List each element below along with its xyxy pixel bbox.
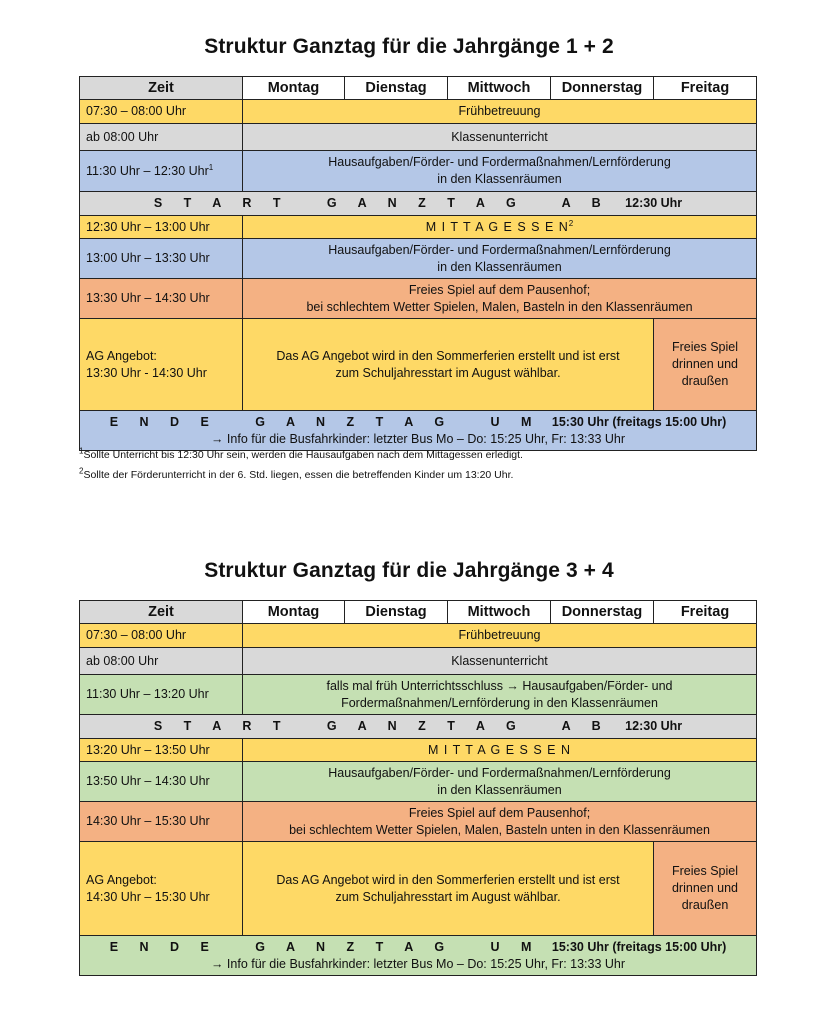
activity-cell (243, 151, 757, 192)
header-montag: Montag (243, 601, 345, 624)
footnote-2 (79, 466, 514, 481)
time-text: 11:30 Uhr – 12:30 Uhr (86, 163, 209, 178)
ag-row (80, 319, 757, 411)
friday-line: draußen (681, 374, 729, 388)
table-row (80, 279, 757, 319)
activity-cell: Klassenunterricht (243, 648, 757, 675)
ag-label: AG Angebot: (86, 348, 157, 363)
end-label: E N D E G A N Z T A G U M (109, 414, 541, 429)
table-row (80, 762, 757, 802)
friday-line: Freies Spiel (672, 864, 738, 878)
activity-cell: Frühbetreuung (243, 100, 757, 124)
start-time: 12:30 Uhr (625, 719, 683, 733)
bus-info: → Info für die Busfahrkinder: letzter Bus Mo – Do: 15:25 Uhr, Fr: 13:33 Uhr (210, 956, 626, 971)
end-row (80, 411, 757, 451)
time-cell (80, 151, 243, 192)
ag-cell (243, 319, 654, 411)
table-row (80, 239, 757, 279)
ag-time: 14:30 Uhr – 15:30 Uhr (86, 889, 210, 904)
lunch-label: M I T T A G E S S E N (425, 219, 569, 234)
activity-line: Freies Spiel auf dem Pausenhof; (408, 282, 591, 297)
header-donnerstag: Donnerstag (551, 77, 654, 100)
activity-cell: Frühbetreuung (243, 624, 757, 648)
time-cell (80, 319, 243, 411)
activity-line: falls mal früh Unterrichtsschluss → Hausaufgaben/Förder- und (326, 678, 673, 693)
start-label: S T A R T G A N Z T A G A B (153, 719, 610, 733)
table-row (80, 675, 757, 715)
footnote-number: 2 (79, 466, 84, 476)
time-cell: ab 08:00 Uhr (80, 124, 243, 151)
ag-cell (243, 842, 654, 936)
friday-cell (654, 842, 757, 936)
header-donnerstag: Donnerstag (551, 601, 654, 624)
start-row (80, 192, 757, 216)
lunch-label: M I T T A G E S S E N (427, 742, 572, 757)
footnote-text: Sollte der Förderunterricht in der 6. Std. liegen, essen die betreffenden Kinder um 13:20 Uhr. (83, 469, 514, 481)
ag-time: 13:30 Uhr - 14:30 Uhr (86, 365, 207, 380)
friday-line: drinnen und (671, 881, 739, 895)
activity-cell (243, 239, 757, 279)
bus-info: → Info für die Busfahrkinder: letzter Bus Mo – Do: 15:25 Uhr, Fr: 13:33 Uhr (210, 431, 626, 446)
activity-cell (243, 675, 757, 715)
ag-line: zum Schuljahresstart im August wählbar. (335, 889, 561, 904)
table1-title: Struktur Ganztag für die Jahrgänge 1 + 2 (204, 35, 614, 58)
time-cell: 07:30 – 08:00 Uhr (80, 100, 243, 124)
ag-line: zum Schuljahresstart im August wählbar. (335, 365, 561, 380)
start-label: S T A R T G A N Z T A G A B (153, 196, 610, 210)
activity-line: Hausaufgaben/Förder- und Fordermaßnahmen/Lernförderung (328, 155, 671, 169)
end-line (86, 939, 750, 956)
time-cell: 13:00 Uhr – 13:30 Uhr (80, 239, 243, 279)
ag-line: Das AG Angebot wird in den Sommerferien erstellt und ist erst (276, 348, 620, 363)
activity-cell (243, 802, 757, 842)
ag-line: Das AG Angebot wird in den Sommerferien erstellt und ist erst (276, 872, 620, 887)
table-row (80, 216, 757, 239)
table-row (80, 648, 757, 675)
header-row (80, 77, 757, 100)
header-zeit: Zeit (80, 77, 243, 100)
activity-cell (243, 216, 757, 239)
time-cell: ab 08:00 Uhr (80, 648, 243, 675)
activity-line: Freies Spiel auf dem Pausenhof; (408, 805, 591, 820)
time-cell: 13:30 Uhr – 14:30 Uhr (80, 279, 243, 319)
time-cell: 12:30 Uhr – 13:00 Uhr (80, 216, 243, 239)
header-mittwoch: Mittwoch (448, 77, 551, 100)
footnote-ref: 2 (568, 218, 574, 228)
schedule-table-1 (79, 76, 757, 451)
header-montag: Montag (243, 77, 345, 100)
start-cell (80, 192, 757, 216)
activity-line: Hausaufgaben/Förder- und Fordermaßnahmen/Lernförderung (328, 242, 671, 257)
end-label: E N D E G A N Z T A G U M (109, 939, 541, 954)
time-cell: 13:50 Uhr – 14:30 Uhr (80, 762, 243, 802)
table-row (80, 100, 757, 124)
footnote-1 (79, 446, 523, 461)
activity-line: bei schlechtem Wetter Spielen, Malen, Basteln in den Klassenräumen (306, 299, 693, 314)
activity-line: in den Klassenräumen (437, 172, 562, 186)
friday-cell (654, 319, 757, 411)
footnote-text: Sollte Unterricht bis 12:30 Uhr sein, werden die Hausaufgaben nach dem Mittagessen erledigt. (83, 449, 523, 461)
header-dienstag: Dienstag (345, 77, 448, 100)
header-row (80, 601, 757, 624)
activity-line: in den Klassenräumen (437, 259, 562, 274)
time-cell: 14:30 Uhr – 15:30 Uhr (80, 802, 243, 842)
end-time: 15:30 Uhr (freitags 15:00 Uhr) (551, 414, 727, 429)
table2-title: Struktur Ganztag für die Jahrgänge 3 + 4 (204, 559, 614, 582)
time-cell (80, 842, 243, 936)
schedule-table-2 (79, 600, 757, 976)
footnote-ref: 1 (208, 162, 214, 172)
activity-line: bei schlechtem Wetter Spielen, Malen, Basteln unten in den Klassenräumen (289, 822, 710, 837)
header-freitag: Freitag (654, 77, 757, 100)
table-row (80, 739, 757, 762)
end-cell (80, 936, 757, 976)
friday-line: draußen (681, 898, 729, 912)
table-row (80, 151, 757, 192)
end-time: 15:30 Uhr (freitags 15:00 Uhr) (551, 939, 727, 954)
activity-line: in den Klassenräumen (437, 782, 562, 797)
friday-line: Freies Spiel (672, 340, 738, 354)
activity-cell (243, 279, 757, 319)
activity-cell (243, 739, 757, 762)
start-row (80, 715, 757, 739)
header-dienstag: Dienstag (345, 601, 448, 624)
end-cell (80, 411, 757, 451)
end-row (80, 936, 757, 976)
header-freitag: Freitag (654, 601, 757, 624)
table-row (80, 624, 757, 648)
start-cell (80, 715, 757, 739)
ag-label: AG Angebot: (86, 872, 157, 887)
end-line (86, 414, 750, 431)
table-row (80, 802, 757, 842)
friday-line: drinnen und (671, 357, 739, 371)
header-mittwoch: Mittwoch (448, 601, 551, 624)
activity-line: Fordermaßnahmen/Lernförderung in den Klassenräumen (341, 695, 658, 710)
time-cell: 11:30 Uhr – 13:20 Uhr (80, 675, 243, 715)
activity-line: Hausaufgaben/Förder- und Fordermaßnahmen/Lernförderung (328, 765, 671, 780)
ag-row (80, 842, 757, 936)
time-cell: 13:20 Uhr – 13:50 Uhr (80, 739, 243, 762)
footnote-number: 1 (79, 446, 84, 456)
header-zeit: Zeit (80, 601, 243, 624)
table-row (80, 124, 757, 151)
activity-cell (243, 762, 757, 802)
time-cell: 07:30 – 08:00 Uhr (80, 624, 243, 648)
start-time: 12:30 Uhr (625, 196, 683, 210)
activity-cell: Klassenunterricht (243, 124, 757, 151)
